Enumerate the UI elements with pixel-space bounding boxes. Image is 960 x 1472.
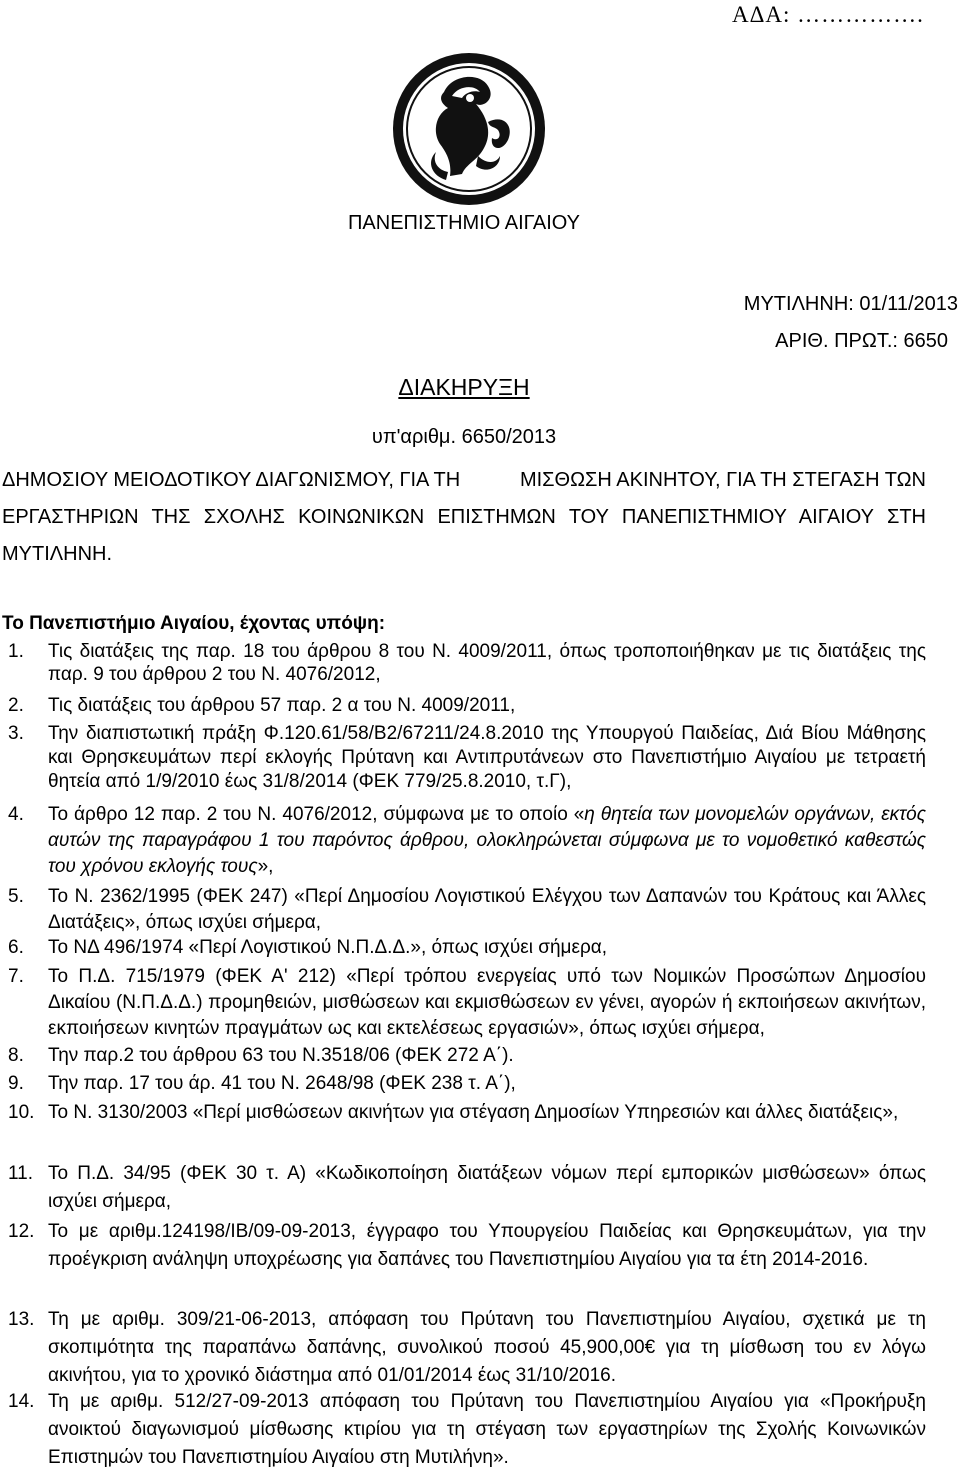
item-text: Το Π.Δ. 715/1979 (ΦΕΚ Α' 212) «Περί τρόπου ενεργείας υπό των Νομικών Προσώπων Δημοσίου Δικαίου (Ν.Π.Δ.Δ.) προμηθειών, μισθώσεων και εκμισθώσεων εν γένει, αγορών ή εκποιήσεων ακινήτων, εκποιήσεων κινητών πραγμάτων ως και εκτελέσεως εργασιών», όπως ισχύει σήμερα, [48, 966, 926, 1039]
item-number: 1. [8, 641, 24, 662]
list-item [0, 1072, 926, 1095]
list-item [0, 694, 926, 717]
item-text: Τη με αριθμ. 309/21-06-2013, απόφαση του Πρύτανη του Πανεπιστημίου Αιγαίου, σχετικά με τη σκοπιμότητα της παραπάνω δαπάνης, συνολικού ποσού 45,900,00€ για τη μίσθωση του εν λόγω ακινήτου, για το χρονικό διάστημα από 01/01/2014 έως 31/10/2016. [48, 1309, 926, 1386]
item-text: Τις διατάξεις του άρθρου 57 παρ. 2 α του Ν. 4009/2011, [48, 695, 516, 716]
item-number: 4. [8, 804, 24, 825]
list-item [0, 640, 926, 686]
document-title: ΔΙΑΚΗΡΥΞΗ [398, 374, 530, 400]
protocol-number: ΑΡΙΘ. ΠΡΩΤ.: 6650 [775, 330, 948, 352]
university-name: ΠΑΝΕΠΙΣΤΗΜΙΟ ΑΙΓΑΙΟΥ [347, 212, 581, 234]
item-text: Το Ν. 3130/2003 «Περί μισθώσεων ακινήτων για στέγαση Δημοσίων Υπηρεσιών και άλλες διατάξεις», [48, 1102, 899, 1123]
item-text-c: », [257, 856, 274, 877]
item-number: 2. [8, 695, 24, 716]
item-text: Το με αριθμ.124198/ΙΒ/09-09-2013, έγγραφο του Υπουργείου Παιδείας και Θρησκευμάτων, για την προέγκριση ανάληψη υποχρέωσης για δαπάνες του Πανεπιστημίου Αιγαίου για τα έτη 2014-2016. [48, 1221, 926, 1270]
item-number: 14. [8, 1391, 35, 1412]
list-item [0, 722, 926, 794]
list-item [0, 936, 926, 959]
item-number: 7. [8, 966, 24, 987]
list-item [0, 1160, 926, 1216]
subject-line-right: ΜΙΣΘΩΣΗ ΑΚΙΝΗΤΟΥ, ΓΙΑ ΤΗ ΣΤΕΓΑΣΗ ΤΩΝ [519, 469, 926, 491]
list-item [0, 1306, 926, 1390]
subject-line-left: ΔΗΜΟΣΙΟΥ ΜΕΙΟΔΟΤΙΚΟΥ ΔΙΑΓΩΝΙΣΜΟΥ, ΓΙΑ ΤΗ [2, 469, 461, 491]
item-number: 13. [8, 1309, 35, 1330]
item-number: 12. [8, 1221, 35, 1242]
list-item [0, 884, 926, 936]
item-quote: η θητεία των μονομελών οργάνων, εκτός αυτών της παραγράφου 1 του παρόντος άρθρου, ολοκληρώνεται σύμφωνα με το νομοθετικό καθεστώς του χρόνου εκλογής τους [48, 804, 926, 877]
item-number: 3. [8, 723, 24, 744]
item-text: Το Ν. 2362/1995 (ΦΕΚ 247) «Περί Δημοσίου Λογιστικού Ελέγχου των Δαπανών του Κράτους και Άλλες Διατάξεις», όπως ισχύει σήμερα, [48, 886, 926, 933]
item-text: Την διαπιστωτική πράξη Φ.120.61/58/Β2/67211/24.8.2010 της Υπουργού Παιδείας, Διά Βίου Μάθησης και Θρησκευμάτων περί εκλογής Πρύτανη και Αντιπρυτάνεων στο Πανεπιστήμιο Αιγαίου με τετραετή θητεία από 1/9/2010 έως 31/8/2014 (ΦΕΚ 779/25.8.2010, τ.Γ), [48, 723, 926, 792]
item-text: Το ΝΔ 496/1974 «Περί Λογιστικού Ν.Π.Δ.Δ.», όπως ισχύει σήμερα, [48, 937, 608, 958]
item-text-a: Το άρθρο 12 παρ. 2 του Ν. 4076/2012, σύμφωνα με το οποίο « [48, 804, 585, 825]
item-number: 9. [8, 1073, 24, 1094]
document-subject [2, 462, 926, 573]
list-item [0, 1388, 926, 1472]
list-item [0, 964, 926, 1042]
item-number: 10. [8, 1102, 35, 1123]
item-text: Το Π.Δ. 34/95 (ΦΕΚ 30 τ. Α) «Κωδικοποίηση διατάξεων νόμων περί εμπορικών μισθώσεων» όπως ισχύει σήμερα, [48, 1163, 926, 1212]
item-text: Τις διατάξεις της παρ. 18 του άρθρου 8 του Ν. 4009/2011, όπως τροποποιήθηκαν με τις διατάξεις της παρ. 9 του άρθρου 2 του Ν. 4076/2012, [48, 641, 926, 685]
ada-field: ΑΔΑ: ……………. [732, 2, 924, 27]
subject-rest: ΕΡΓΑΣΤΗΡΙΩΝ ΤΗΣ ΣΧΟΛΗΣ ΚΟΙΝΩΝΙΚΩΝ ΕΠΙΣΤΗΜΩΝ ΤΟΥ ΠΑΝΕΠΙΣΤΗΜΙΟΥ ΑΙΓΑΙΟΥ ΣΤΗ ΜΥΤΙΛΗΝΗ. [2, 506, 926, 565]
list-item [0, 1100, 926, 1126]
item-text: Την παρ. 17 του άρ. 41 του Ν. 2648/98 (ΦΕΚ 238 τ. Α΄), [48, 1073, 516, 1094]
university-seal-logo [392, 52, 546, 206]
item-number: 5. [8, 886, 24, 907]
city-date: ΜΥΤΙΛΗΝΗ: 01/11/2013 [743, 293, 958, 315]
list-item [0, 1044, 926, 1067]
document-reference: υπ'αριθμ. 6650/2013 [371, 426, 557, 448]
item-number: 6. [8, 937, 24, 958]
item-number: 11. [8, 1163, 34, 1184]
list-item [0, 1218, 926, 1274]
item-number: 8. [8, 1045, 24, 1066]
intro-text: Το Πανεπιστήμιο Αιγαίου, έχοντας υπόψη: [2, 613, 386, 634]
item-text [48, 802, 926, 880]
list-item [0, 802, 926, 880]
item-text: Τη με αριθμ. 512/27-09-2013 απόφαση του Πρύτανη του Πανεπιστημίου Αιγαίου για «Προκήρυξη ανοικτού διαγωνισμού μίσθωσης κτιρίου για τη στέγαση των εργαστηρίων της Σχολής Κοινωνικών Επιστημών του Πανεπιστημίου Αιγαίου στη Μυτιλήνη». [48, 1391, 926, 1468]
item-text: Την παρ.2 του άρθρου 63 του Ν.3518/06 (ΦΕΚ 272 Α΄). [48, 1045, 514, 1066]
